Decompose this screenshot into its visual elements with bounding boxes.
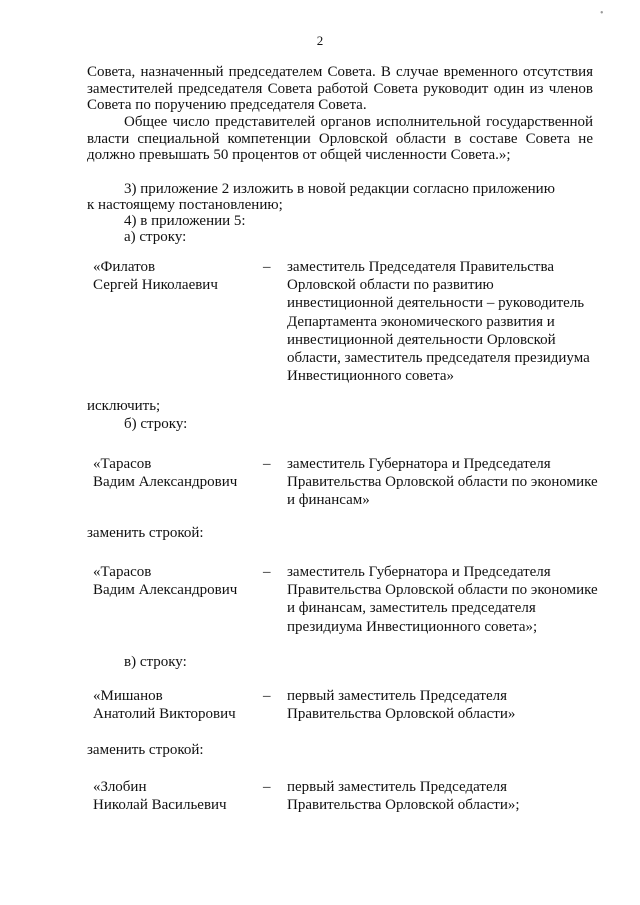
entry-dash: – xyxy=(263,688,271,704)
corner-mark: • xyxy=(600,8,604,19)
item-4: 4) в приложении 5: xyxy=(124,213,246,229)
item-3-line-2: к настоящему постановлению; xyxy=(87,197,283,213)
entry-given-names: Сергей Николаевич xyxy=(93,277,218,294)
entry-position: заместитель Председателя Правительства Орловской области по развитию инвестиционной деятельности – руководитель Департамента экономического развития и инвестиционной деятельности Орловской области, заместитель председателя президиума Инвестиционного совета» xyxy=(287,259,590,385)
entry-given-names: Вадим Александрович xyxy=(93,582,238,599)
entry-name xyxy=(93,778,258,814)
entry-surname: «Тарасов xyxy=(93,456,152,472)
item-3-line-1: 3) приложение 2 изложить в новой редакции согласно приложению xyxy=(124,181,555,197)
entry-dash: – xyxy=(263,564,271,580)
entry-surname: «Филатов xyxy=(93,259,156,275)
entry-position: заместитель Губернатора и Председателя Правительства Орловской области по экономике и финансам» xyxy=(287,456,598,509)
entry-dash: – xyxy=(263,259,271,275)
entry-name xyxy=(93,455,258,491)
entry-position: заместитель Губернатора и Председателя Правительства Орловской области по экономике и финансам, заместитель председателя президиума Инвестиционного совета»; xyxy=(287,564,598,635)
entry-position: первый заместитель Председателя Правительства Орловской области»; xyxy=(287,779,520,814)
subitem-b: б) строку: xyxy=(124,416,188,432)
entry-dash: – xyxy=(263,456,271,472)
entry-surname: «Тарасов xyxy=(93,564,152,580)
entry-position: первый заместитель Председателя Правительства Орловской области» xyxy=(287,688,516,723)
page-number: 2 xyxy=(316,33,324,48)
instruction-replace: заменить строкой: xyxy=(87,525,204,541)
entry-dash: – xyxy=(263,779,271,795)
entry-name xyxy=(93,258,258,294)
entry-given-names: Вадим Александрович xyxy=(93,474,238,491)
entry-surname: «Злобин xyxy=(93,779,147,795)
subitem-a: а) строку: xyxy=(124,229,187,245)
entry-surname: «Мишанов xyxy=(93,688,163,704)
paragraph-representatives: Общее число представителей органов исполнительной государственной власти специальной компетенции Орловской области в составе Совета не должно превышать 50 процентов от общей численности Совета.»; xyxy=(87,114,593,164)
instruction-replace: заменить строкой: xyxy=(87,742,204,758)
instruction-exclude: исключить; xyxy=(87,398,161,414)
entry-name xyxy=(93,563,258,599)
entry-given-names: Николай Васильевич xyxy=(93,797,227,814)
paragraph-council-chair: Совета, назначенный председателем Совета. В случае временного отсутствия заместителей председателя Совета работой Совета руководит один из членов Совета по поручению председателя Совета. xyxy=(87,64,593,114)
entry-name xyxy=(93,687,258,723)
entry-given-names: Анатолий Викторович xyxy=(93,706,236,723)
subitem-v: в) строку: xyxy=(124,654,187,670)
